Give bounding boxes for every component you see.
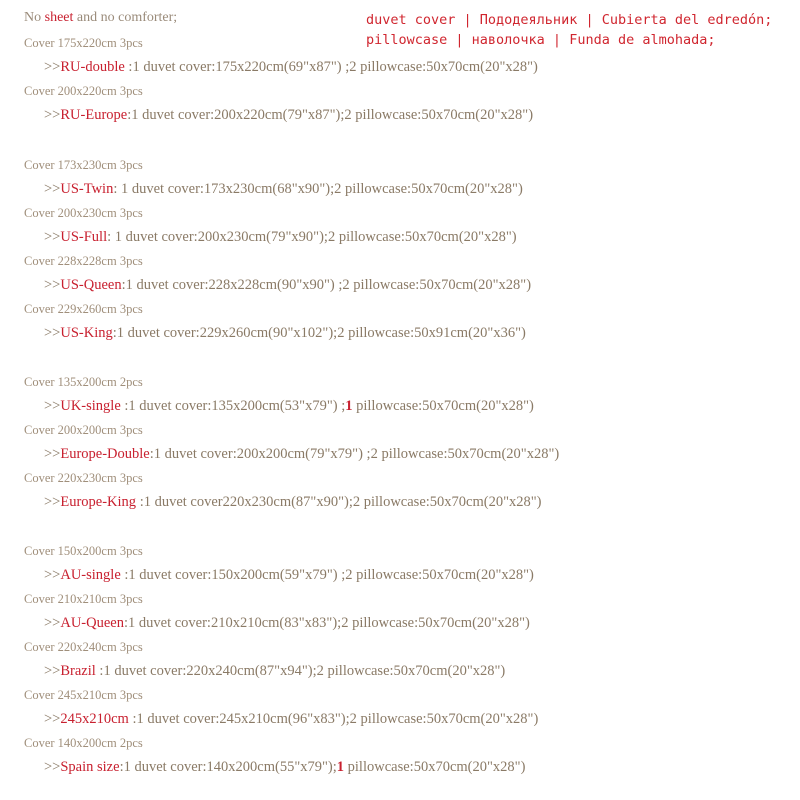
- size-name: US-Full: [60, 229, 108, 245]
- detail-prefix: >>: [44, 181, 61, 197]
- size-detail: [24, 103, 784, 127]
- detail-prefix: >>: [44, 398, 61, 414]
- size-detail: [24, 394, 784, 418]
- size-name: US-Queen: [60, 277, 122, 293]
- size-detail: [24, 273, 784, 297]
- legend-line-duvet: duvet cover | Пододеяльник | Cubierta del edredón;: [366, 12, 773, 28]
- intro-lead: No: [24, 10, 45, 25]
- size-text: :1 duvet cover:140x200cm(55"x79");: [119, 759, 337, 775]
- size-name: AU-Queen: [60, 615, 124, 631]
- detail-prefix: >>: [44, 446, 61, 462]
- size-name: Spain size: [60, 759, 120, 775]
- size-group: [24, 370, 784, 514]
- size-text: :1 duvet cover:229x260cm(90"x102");2 pillowcase:50x91cm(20"x36"): [112, 325, 526, 341]
- size-text: :1 duvet cover:228x228cm(90"x90") ;2 pillowcase:50x70cm(20"x28"): [121, 277, 532, 293]
- size-detail: [24, 755, 784, 779]
- size-name: Brazil: [60, 663, 96, 679]
- size-name: AU-single: [60, 567, 121, 583]
- size-detail: [24, 55, 784, 79]
- cover-spec: Cover 173x230cm 3pcs: [24, 158, 143, 172]
- size-text: : 1 duvet cover:200x230cm(79"x90");2 pillowcase:50x70cm(20"x28"): [107, 229, 517, 245]
- size-text: :1 duvet cover:150x200cm(59"x79") ;2 pillowcase:50x70cm(20"x28"): [120, 567, 534, 583]
- size-name: Europe-Double: [60, 446, 150, 462]
- detail-prefix: >>: [44, 325, 61, 341]
- intro-note: [24, 10, 177, 26]
- size-text: :1 duvet cover:245x210cm(96"x83");2 pillowcase:50x70cm(20"x28"): [128, 711, 539, 727]
- cover-spec: Cover 135x200cm 2pcs: [24, 375, 143, 389]
- size-name: Europe-King: [60, 494, 137, 510]
- size-detail: [24, 659, 784, 683]
- size-name: 245x210cm: [60, 711, 129, 727]
- size-text: :1 duvet cover:135x200cm(53"x79") ;: [120, 398, 346, 414]
- cover-spec: Cover 210x210cm 3pcs: [24, 592, 143, 606]
- cover-spec: Cover 200x200cm 3pcs: [24, 423, 143, 437]
- intro-rest: and no comforter;: [73, 10, 178, 25]
- size-name: RU-double: [60, 59, 125, 75]
- cover-spec: Cover 200x230cm 3pcs: [24, 206, 143, 220]
- size-text-rest: pillowcase:50x70cm(20"x28"): [352, 398, 534, 414]
- size-text: :1 duvet cover:200x220cm(79"x87");2 pillowcase:50x70cm(20"x28"): [127, 107, 534, 123]
- size-text: : 1 duvet cover:173x230cm(68"x90");2 pillowcase:50x70cm(20"x28"): [113, 181, 523, 197]
- legend-line-pillowcase: pillowcase | наволочка | Funda de almohada;: [366, 32, 716, 48]
- size-detail: [24, 177, 784, 201]
- cover-spec: Cover 229x260cm 3pcs: [24, 302, 143, 316]
- size-text: :1 duvet cover:220x240cm(87"x94");2 pillowcase:50x70cm(20"x28"): [95, 663, 506, 679]
- size-name: US-King: [60, 325, 113, 341]
- detail-prefix: >>: [44, 494, 61, 510]
- detail-prefix: >>: [44, 711, 61, 727]
- size-text: :1 duvet cover220x230cm(87"x90");2 pillowcase:50x70cm(20"x28"): [136, 494, 542, 510]
- intro-highlight: sheet: [44, 10, 74, 25]
- size-name: UK-single: [60, 398, 121, 414]
- size-group: [24, 153, 784, 345]
- size-group: [24, 539, 784, 779]
- cover-spec: Cover 220x230cm 3pcs: [24, 471, 143, 485]
- size-detail: [24, 490, 784, 514]
- pillowcase-count: 1: [345, 398, 353, 414]
- detail-prefix: >>: [44, 615, 61, 631]
- detail-prefix: >>: [44, 107, 61, 123]
- detail-prefix: >>: [44, 567, 61, 583]
- detail-prefix: >>: [44, 663, 61, 679]
- cover-spec: Cover 200x220cm 3pcs: [24, 84, 143, 98]
- size-detail: [24, 321, 784, 345]
- size-text-rest: pillowcase:50x70cm(20"x28"): [344, 759, 526, 775]
- size-group: [24, 31, 784, 127]
- cover-spec: Cover 150x200cm 3pcs: [24, 544, 143, 558]
- detail-prefix: >>: [44, 277, 61, 293]
- detail-prefix: >>: [44, 229, 61, 245]
- size-detail: [24, 563, 784, 587]
- cover-spec: Cover 140x200cm 2pcs: [24, 736, 143, 750]
- size-text: :1 duvet cover:200x200cm(79"x79") ;2 pillowcase:50x70cm(20"x28"): [149, 446, 560, 462]
- pillowcase-count: 1: [336, 759, 345, 775]
- size-name: RU-Europe: [60, 107, 128, 123]
- detail-prefix: >>: [44, 759, 61, 775]
- size-text: :1 duvet cover:210x210cm(83"x83");2 pillowcase:50x70cm(20"x28"): [123, 615, 530, 631]
- cover-spec: Cover 228x228cm 3pcs: [24, 254, 143, 268]
- detail-prefix: >>: [44, 59, 61, 75]
- size-detail: [24, 225, 784, 249]
- size-detail: [24, 707, 784, 731]
- cover-spec: Cover 220x240cm 3pcs: [24, 640, 143, 654]
- cover-spec: Cover 175x220cm 3pcs: [24, 36, 143, 50]
- size-text: :1 duvet cover:175x220cm(69"x87") ;2 pillowcase:50x70cm(20"x28"): [124, 59, 538, 75]
- cover-spec: Cover 245x210cm 3pcs: [24, 688, 143, 702]
- size-name: US-Twin: [60, 181, 114, 197]
- size-detail: [24, 442, 784, 466]
- size-detail: [24, 611, 784, 635]
